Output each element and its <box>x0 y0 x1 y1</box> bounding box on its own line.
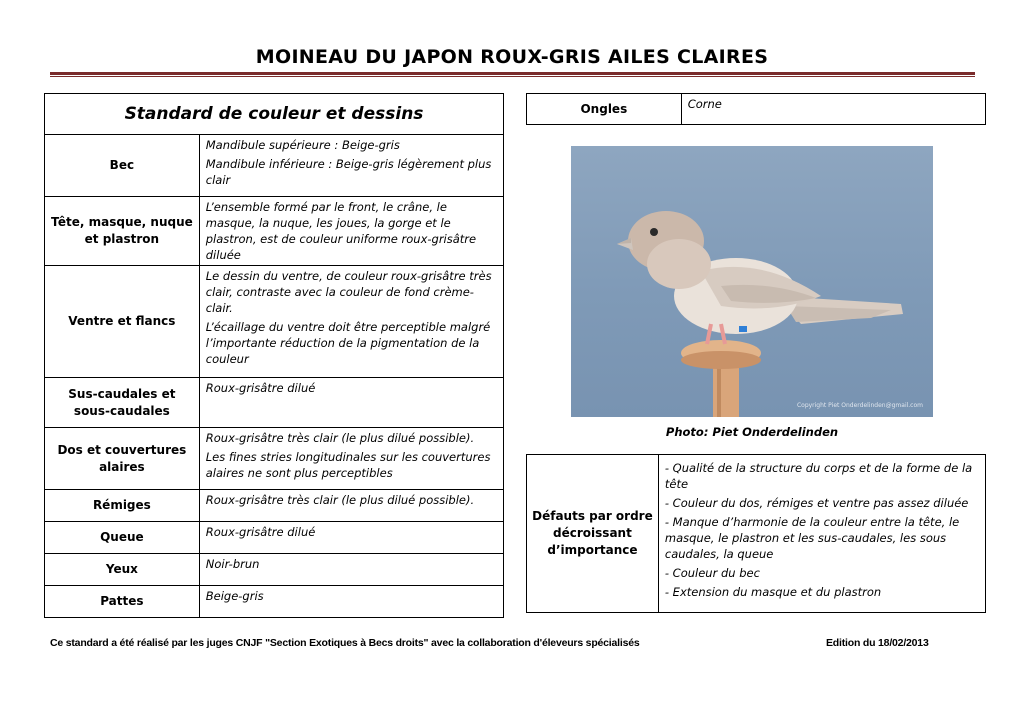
standard-header: Standard de couleur et dessins <box>45 94 504 135</box>
table-row <box>45 586 504 618</box>
ongles-table <box>526 93 986 125</box>
row-label: Queue <box>45 522 200 554</box>
table-row <box>45 135 504 197</box>
footer-credit: Ce standard a été réalisé par les juges CNJF "Section Exotiques à Becs droits" avec la collaboration d'éleveurs spécialisés <box>50 637 640 649</box>
row-value <box>199 266 503 378</box>
value-line: Mandibule inférieure : Beige-gris légèrement plus clair <box>205 157 492 187</box>
value-line: L’écaillage du ventre doit être perceptible malgré l’importante réduction de la pigmentation de la couleur <box>205 320 491 366</box>
value-line: Roux-grisâtre très clair (le plus dilué possible). <box>205 493 475 507</box>
row-label: Bec <box>45 135 200 197</box>
page-title: MOINEAU DU JAPON ROUX-GRIS AILES CLAIRES <box>255 46 769 68</box>
defauts-list <box>658 455 985 613</box>
title-rule <box>50 72 975 75</box>
title-rule-thin <box>50 76 975 77</box>
table-row <box>45 266 504 378</box>
row-label: Sus-caudales et sous-caudales <box>45 378 200 428</box>
photo-copyright: Copyright Piet Onderdelinden@gmail.com <box>796 402 923 409</box>
row-label: Pattes <box>45 586 200 618</box>
bird-photo <box>571 146 933 417</box>
value-line: Roux-grisâtre très clair (le plus dilué possible). <box>205 431 475 445</box>
defauts-table <box>526 454 986 613</box>
row-value <box>199 554 503 586</box>
row-value <box>199 490 503 522</box>
footer-edition: Edition du 18/02/2013 <box>826 637 929 649</box>
value-line: Les fines stries longitudinales sur les couvertures alaires ne sont plus perceptibles <box>205 450 491 480</box>
value-line: Roux-grisâtre dilué <box>205 525 316 539</box>
row-label: Yeux <box>45 554 200 586</box>
row-label: Dos et couvertures alaires <box>45 428 200 490</box>
list-item: - Couleur du bec <box>664 566 760 580</box>
list-item: - Couleur du dos, rémiges et ventre pas assez diluée <box>664 496 969 510</box>
table-row <box>45 378 504 428</box>
value-line: Le dessin du ventre, de couleur roux-grisâtre très clair, contraste avec la couleur de fond crème-clair. <box>205 269 492 315</box>
value-line: Beige-gris <box>205 589 264 603</box>
list-item: - Qualité de la structure du corps et de la forme de la tête <box>664 461 973 491</box>
row-label: Rémiges <box>45 490 200 522</box>
list-item: - Extension du masque et du plastron <box>664 585 882 599</box>
value-line: L’ensemble formé par le front, le crâne, le masque, la nuque, les joues, la gorge et le plastron, est de couleur uniforme roux-grisâtre diluée <box>205 200 477 262</box>
row-value <box>199 586 503 618</box>
table-row <box>45 522 504 554</box>
standard-table <box>44 93 504 618</box>
row-value <box>199 522 503 554</box>
row-value <box>199 135 503 197</box>
row-value <box>199 197 503 266</box>
bird-illustration <box>571 146 933 417</box>
table-row <box>45 554 504 586</box>
defauts-label: Défauts par ordre décroissant d’importance <box>527 455 659 613</box>
ongles-value: Corne <box>681 94 985 125</box>
value-line: Noir-brun <box>205 557 260 571</box>
list-item: - Manque d’harmonie de la couleur entre la tête, le masque, le plastron et les sus-caudales, les sous caudales, la queue <box>664 515 960 561</box>
photo-caption: Photo: Piet Onderdelinden <box>665 425 839 439</box>
row-value <box>199 378 503 428</box>
row-value <box>199 428 503 490</box>
value-line: Mandibule supérieure : Beige-gris <box>205 138 400 152</box>
row-label: Tête, masque, nuque et plastron <box>45 197 200 266</box>
table-row <box>45 428 504 490</box>
table-row <box>45 197 504 266</box>
row-label: Ventre et flancs <box>45 266 200 378</box>
value-line: Roux-grisâtre dilué <box>205 381 316 395</box>
ongles-label: Ongles <box>527 94 682 125</box>
table-row <box>45 490 504 522</box>
